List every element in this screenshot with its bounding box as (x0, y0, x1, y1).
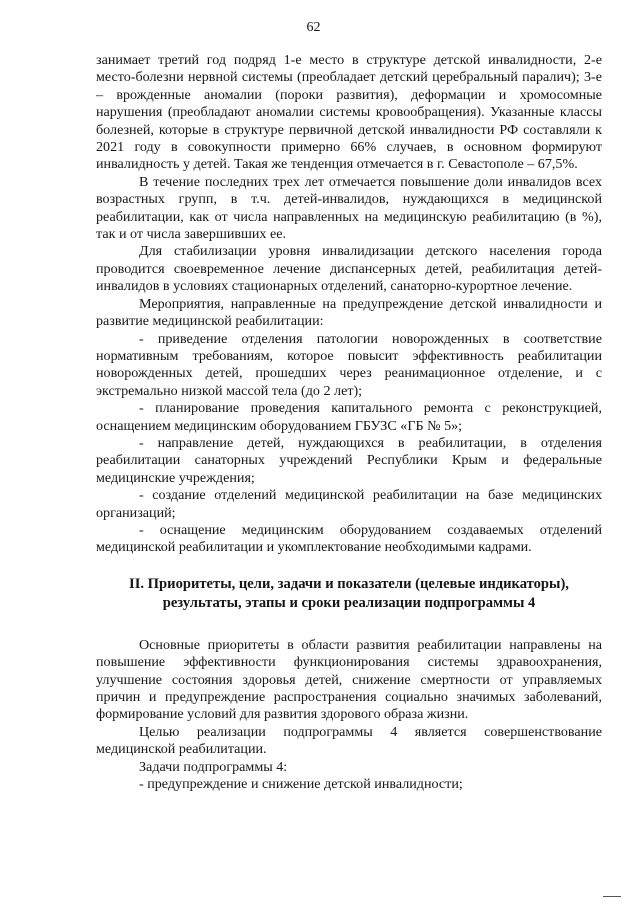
paragraph-rehabilitation-share: В течение последних трех лет отмечается повышение доли инвалидов всех возрастных групп, в т.ч. детей-инвалидов, нуждающихся в медицинской реабилитации, как от числа направленных на медицинскую реабилитацию (в %), так и от числа завершивших ее. (96, 173, 602, 243)
measure-item: - создание отделений медицинской реабилитации на базе медицинских организаций; (96, 487, 602, 521)
section-heading: II. Приоритеты, цели, задачи и показатели (целевые индикаторы), результаты, этапы и сроки реализации подпрограммы 4 (129, 575, 569, 611)
section-spacer (96, 613, 602, 637)
paragraph-goal: Целью реализации подпрограммы 4 является совершенствование медицинской реабилитации. (96, 723, 602, 758)
measure-item: - оснащение медицинским оборудованием создаваемых отделений медицинской реабилитации и укомплектование необходимыми кадрами. (96, 521, 602, 556)
paragraph-priorities: Основные приоритеты в области развития реабилитации направлены на повышение эффективности функционирования системы здравоохранения, улучшение состояния здоровья детей, снижение смертности от управляемых причин и предупреждение распространения социально значимых заболеваний, формирование условий для развития здорового образа жизни. (96, 636, 602, 723)
measure-item: - планирование проведения капитального ремонта с реконструкцией, оснащением медицинским оборудованием ГБУЗС «ГБ № 5»; (96, 400, 602, 434)
scan-corner-mark (603, 896, 621, 901)
measure-item: - приведение отделения патологии новорожденных в соответствие нормативным требованиям, которое повысит эффективность реабилитации новорожденных детей, прошедших через реанимационное отделение, и с экстремально низкой массой тела (до 2 лет); (96, 330, 602, 399)
task-item: - предупреждение и снижение детской инвалидности; (139, 776, 463, 793)
paragraph-disability-structure: занимает третий год подряд 1-е место в структуре детской инвалидности, 2-е место-болезни нервной системы (преобладает детский церебральный паралич); 3-е – врожденные аномалии (пороки развития), деформации и хромосомные нарушения (преобладают аномалии системы кровообращения). Указанные классы болезней, которые в структуре первичной детской инвалидности РФ составляли к 2021 году в совокупности примерно 66% случаев, в основном формируют инвалидность у детей. Такая же тенденция отмечается в г. Севастополе – 67,5%. (96, 52, 602, 173)
document-body (96, 52, 602, 793)
paragraph-measures-intro: Мероприятия, направленные на предупреждение детской инвалидности и развитие медицинской реабилитации: (96, 295, 602, 330)
paragraph-stabilization: Для стабилизации уровня инвалидизации детского населения города проводится своевременное лечение диспансерных детей, реабилитация детей-инвалидов в условиях стационарных отделений, санаторно-курортное лечение. (96, 243, 602, 295)
measure-item: - направление детей, нуждающихся в реабилитации, в отделения реабилитации санаторных учреждений Республики Крым и федеральные медицинские учреждения; (96, 434, 602, 486)
paragraph-tasks-heading: Задачи подпрограммы 4: (139, 758, 288, 775)
page-number: 62 (306, 20, 321, 35)
